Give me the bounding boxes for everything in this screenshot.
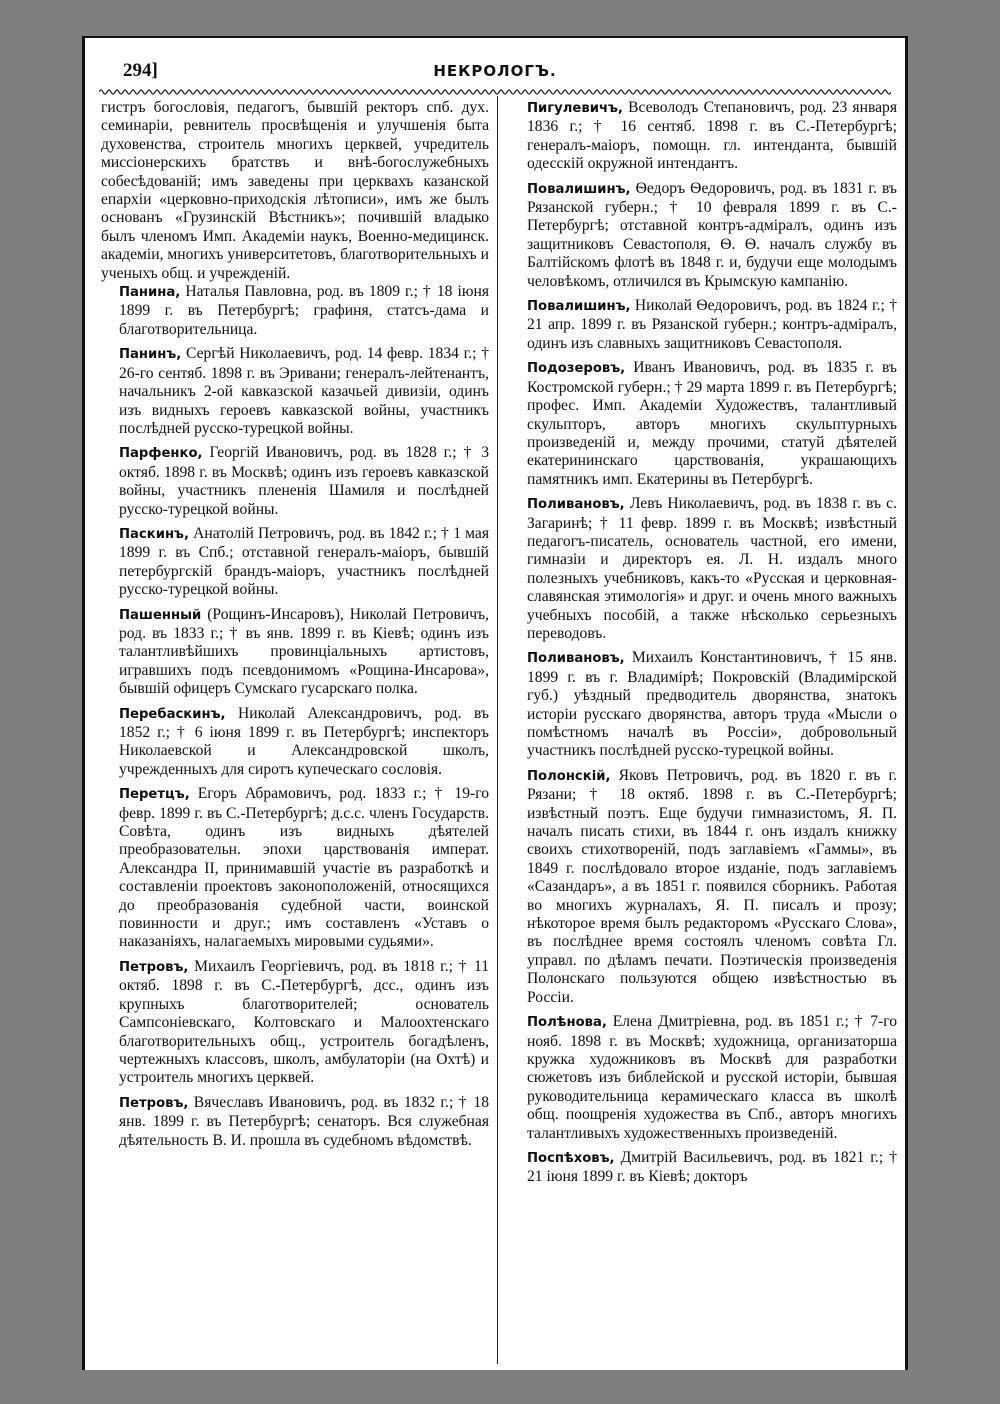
entry-text: Левъ Николаевичъ, род. въ 1838 г. въ с. Загаринѣ; † 11 февр. 1899 г. въ Москвѣ; извѣстный педагогъ-писатель, основатель частной, его имени, гимназіи и директоръ ея. Л. Н. издалъ много полезныхъ учебниковъ, какъ-то «Русская и церковная-славянская этимологія» и друг. и очень много важныхъ учебныхъ пособій, а также нѣсколько серьезныхъ переводовъ. (527, 495, 897, 642)
entry-name: Панина, (119, 285, 181, 301)
entry-text: Анатолій Петровичъ, род. въ 1842 г.; † 1 мая 1899 г. въ Спб.; отставной генералъ-маіоръ, бывшій петербургскій брандъ-маіоръ, участникъ послѣдней русско-турецкой войны. (119, 524, 489, 599)
entry-text: Дмитрій Васильевичъ, род. въ 1821 г.; † 21 іюня 1899 г. въ Кіевѣ; докторъ (527, 1148, 897, 1186)
left-column (101, 99, 489, 1150)
entry-name: Пигулевичъ, (527, 101, 623, 116)
entry-text: Наталья Павловна, род. въ 1809 г.; † 18 іюня 1899 г. въ Петербургѣ; графиня, статсъ-дама и благотворительница. (119, 283, 489, 338)
entry-name: Полѣнова, (527, 1015, 607, 1031)
obituary-entry (101, 705, 489, 780)
entry-text: Иванъ Ивановичъ, род. въ 1835 г. въ Костромской губерн.; † 29 марта 1899 г. въ Петербургѣ; профес. Имп. Академіи Художествъ, талантливый скульпторъ, авторъ многихъ скульптурныхъ произведеній и, между прочими, статуй дѣятелей екатерининскаго царствованія, украшающихъ памятникъ имп. Екатерины въ Петербургѣ. (527, 359, 897, 488)
obituary-entry (509, 767, 897, 1007)
page-header (85, 38, 905, 94)
obituary-entry (101, 283, 489, 339)
entry-text: Всеволодъ Степановичъ, род. 23 января 1836 г.; † 16 сентяб. 1898 г. въ С.-Петербургѣ; генералъ-маіоръ, помощн. гл. интенданта, бывшій одесскій окружной интендантъ. (527, 99, 897, 173)
entry-name: Подозеровъ, (527, 361, 626, 377)
header-wavy-rule (99, 88, 891, 96)
entry-text: Яковъ Петровичъ, род. въ 1820 г. въ г. Рязани; † 18 октяб. 1898 г. въ С.-Петербургѣ; извѣстный поэтъ. Еще будучи гимназистомъ, Я. П. началъ писать стихи, въ 1844 г. онъ издалъ книжку своихъ стихотвореній, подъ заглавіемъ «Гаммы», въ 1849 г. послѣдовало второе изданіе, подъ заглавіемъ «Сазандаръ», а въ 1851 г. появился сборникъ. Работая во многихъ журналахъ, Я. П. писалъ и прозу; нѣкоторое время былъ редакторомъ «Русскаго Слова», въ послѣднее время состоялъ членомъ совѣта Гл. управл. по дѣламъ печати. Поэтическія произведенія Полонскаго пользуются общею извѣстностью въ Россіи. (527, 766, 897, 1006)
obituary-entry (509, 99, 897, 174)
entry-text: Вячеславъ Ивановичъ, род. въ 1832 г.; † 18 янв. 1899 г. въ Петербургѣ; сенаторъ. Вся служебная дѣятельность В. И. прошла въ судебномъ вѣдомствѣ. (119, 1093, 489, 1149)
column-divider (497, 96, 498, 1364)
entry-name: Пашенный (119, 607, 202, 623)
obituary-entry (101, 958, 489, 1088)
entry-name: Поливановъ, (527, 651, 625, 667)
obituary-entry (101, 525, 489, 600)
page-title: НЕКРОЛОГЪ. (433, 62, 557, 80)
entry-name: Петровъ, (119, 1095, 189, 1111)
entry-name: Перетцъ, (119, 787, 190, 803)
entry-name: Поливановъ, (527, 497, 625, 513)
page-sheet (82, 36, 908, 1370)
entry-text: Сергѣй Николаевичъ, род. 14 февр. 1834 г.; † 26-го сентяб. 1898 г. въ Эривани; генералъ-лейтенантъ, начальникъ 2-ой кавказской казачьей дивизіи, одинъ изъ видныхъ героевъ кавказской войны, участникъ послѣдней русско-турецкой войны. (119, 345, 489, 437)
obituary-entry (101, 606, 489, 699)
obituary-entry (101, 785, 489, 952)
entry-name: Поспѣховъ, (527, 1150, 615, 1166)
entry-name: Повалишинъ, (527, 181, 631, 197)
obituary-entry (509, 1149, 897, 1187)
obituary-entry (101, 1094, 489, 1150)
obituary-entry (509, 180, 897, 291)
obituary-entry (509, 495, 897, 643)
entry-text: Николай Александровичъ, род. въ 1852 г.; † 6 іюня 1899 г. въ Петербургѣ; инспекторъ Николаевской и Александровской школъ, учрежденныхъ для сиротъ купеческаго сословія. (119, 704, 489, 778)
continued-entry-text: гистръ богословія, педагогъ, бывшій ректоръ спб. дух. семинаріи, ревнитель просвѣщенія и улучшенія быта духовенства, строитель многихъ церквей, учредитель миссіонерскихъ братствъ и внѣ-богослужебныхъ собесѣдованій; имъ заведены при церквахъ казанской епархіи «церковно-приходскія лѣтописи», имъ же былъ основанъ «Грузинскій Вѣстникъ»; почившій владыко былъ членомъ Имп. Академіи наукъ, Военно-медицинск. академіи, многихъ университетовъ, благотворительныхъ и ученыхъ общ. и учрежденій. (101, 99, 489, 282)
entry-name: Перебаскинъ, (119, 706, 226, 722)
entry-text: Михаилъ Константиновичъ, † 15 янв. 1899 г. въ г. Владимірѣ; Покровскій (Владимірской губ.) уѣздный предводитель дворянства, знатокъ исторіи русскаго дворянства, авторъ труда «Мысли о помѣстномъ началѣ въ Россіи», добровольный участникъ послѣдней русско-турецкой войны. (527, 649, 897, 760)
entry-name: Полонскій, (527, 768, 611, 784)
obituary-entry (101, 444, 489, 519)
page-number: 294] (123, 60, 158, 81)
left-entries (101, 283, 489, 1150)
entry-name: Повалишинъ, (527, 299, 631, 315)
entry-text: Михаилъ Георгіевичъ, род. въ 1818 г.; † 11 октяб. 1898 г. въ С.-Петербургѣ, дсс., одинъ изъ крупныхъ благотворителей; основатель Сампсоніевскаго, Колтовскаго и Малоохтенскаго благотворительныхъ общ., устроитель богадѣленъ, чертежныхъ классовъ, школъ, амбулаторіи (на Охтѣ) и устроитель многихъ церквей. (119, 957, 489, 1087)
entry-text: Николай Ѳедоровичъ, род. въ 1824 г.; † 21 апр. 1899 г. въ Рязанской губерн.; контръ-адміралъ, одинъ изъ славныхъ защитниковъ Севастополя. (527, 297, 897, 352)
right-column (509, 99, 897, 1187)
obituary-entry (509, 1013, 897, 1143)
obituary-entry (101, 345, 489, 438)
entry-text: Елена Дмитріевна, род. въ 1851 г.; † 7-го нояб. 1898 г. въ Москвѣ; художница, организаторша кружка художниковъ въ Москвѣ для разработки сюжетовъ изъ библейской и русской исторіи, бывшая руководительница керамическаго класса въ школѣ общ. поощренія художества въ Спб., авторъ многихъ талантливыхъ художественныхъ произведеній. (527, 1013, 897, 1142)
entry-text: Георгій Ивановичъ, род. въ 1828 г.; † 3 октяб. 1898 г. въ Москвѣ; одинъ изъ героевъ кавказской войны, участникъ плененія Шамиля и послѣдней русско-турецкой войны. (119, 444, 489, 518)
entry-name: Паскинъ, (119, 526, 189, 542)
obituary-entry (509, 297, 897, 353)
obituary-entry (509, 359, 897, 489)
entry-name: Парфенко, (119, 446, 203, 462)
entry-text: Ѳедоръ Ѳедоровичъ, род. въ 1831 г. въ Рязанской губерн.; † 10 февраля 1899 г. въ С.-Петербургѣ; отставной контръ-адміралъ, одинъ изъ защитниковъ Севастополя, Ѳ. Ѳ. началъ службу въ Балтійскомъ флотѣ въ 1848 г. и, будучи еще молодымъ человѣкомъ, отличился въ Крымскую кампанію. (527, 179, 897, 290)
right-entries (509, 99, 897, 1187)
entry-text: (Рощинъ-Инсаровъ), Николай Петровичъ, род. въ 1833 г.; † въ янв. 1899 г. въ Кіевѣ; одинъ изъ талантливѣйшихъ провинціальныхъ артистовъ, игравшихъ подъ псевдонимомъ «Рощина-Инсарова», бывшій офицеръ Сумскаго гусарскаго полка. (119, 605, 489, 698)
entry-text: Егоръ Абрамовичъ, род. 1833 г.; † 19-го февр. 1899 г. въ С.-Петербургѣ; д.с.с. членъ Государств. Совѣта, одинъ изъ видныхъ дѣятелей преобразовательн. эпохи царствованія императ. Александра II, принимавшій участіе въ разработкѣ и составленіи проектовъ законоположеній, относящихся до преобразованія судебной части, воинской повинности и друг.; имъ составленъ «Уставъ о наказаніяхъ, налагаемыхъ мировыми судьями». (119, 785, 489, 951)
entry-name: Панинъ, (119, 347, 182, 363)
obituary-entry (509, 649, 897, 760)
entry-name: Петровъ, (119, 959, 189, 975)
